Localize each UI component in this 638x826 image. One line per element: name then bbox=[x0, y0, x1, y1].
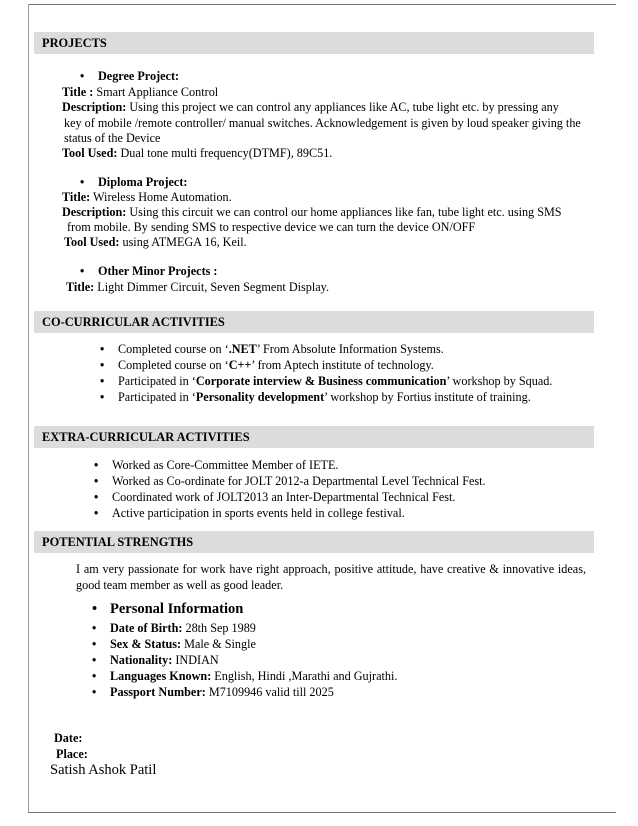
degree-desc-label: Description: bbox=[62, 100, 127, 114]
left-border bbox=[28, 4, 29, 812]
sex-value: Male & Single bbox=[184, 637, 256, 651]
item-text: ’ from Aptech institute of technology. bbox=[251, 358, 434, 372]
personal-passport bbox=[110, 684, 334, 700]
degree-desc-line2: key of mobile /remote controller/ manual switches. Acknowledgement is given by loud speaker giving the bbox=[64, 116, 581, 130]
item-bold: Personality development bbox=[195, 390, 325, 404]
nationality-label: Nationality: bbox=[110, 653, 173, 667]
cocurricular-item bbox=[118, 389, 531, 405]
section-header-extracurricular: EXTRA-CURRICULAR ACTIVITIES bbox=[34, 426, 594, 448]
section-header-cocurricular: CO-CURRICULAR ACTIVITIES bbox=[34, 311, 594, 333]
minor-title-value: Light Dimmer Circuit, Seven Segment Display. bbox=[97, 280, 330, 294]
item-bold: Corporate interview & Business communication bbox=[195, 374, 447, 388]
diploma-title-value: Wireless Home Automation. bbox=[93, 190, 232, 204]
cocurricular-item bbox=[118, 341, 444, 357]
dob-label: Date of Birth: bbox=[110, 621, 183, 635]
item-text: ’ workshop by Fortius institute of training. bbox=[324, 390, 531, 404]
bottom-rule bbox=[28, 812, 616, 813]
diploma-desc-line2: from mobile. By sending SMS to respective device we can turn the device ON/OFF bbox=[67, 220, 476, 234]
item-text: Completed course on ‘ bbox=[118, 358, 229, 372]
degree-desc-line3: status of the Device bbox=[64, 131, 161, 145]
degree-desc-text1: Using this project we can control any appliances like AC, tube light etc. by pressing any bbox=[129, 100, 559, 114]
degree-title bbox=[62, 84, 218, 100]
cocurricular-item bbox=[118, 373, 552, 389]
diploma-desc-label: Description: bbox=[62, 205, 127, 219]
extracurricular-item: • Worked as Core-Committee Member of IETE. bbox=[112, 457, 338, 473]
personal-sex bbox=[110, 636, 256, 652]
degree-project-heading: • Degree Project: bbox=[98, 68, 179, 84]
extracurricular-item: • Coordinated work of JOLT2013 an Inter-Departmental Technical Fest. bbox=[112, 489, 455, 505]
diploma-desc-line1 bbox=[62, 204, 562, 220]
diploma-desc-text1: Using this circuit we can control our home appliances like fan, tube light etc. using SMS bbox=[129, 205, 562, 219]
diploma-title bbox=[62, 189, 232, 205]
strengths-text: I am very passionate for work have right approach, positive attitude, have creative & innovative ideas, good team member as well as good leader. bbox=[76, 562, 586, 592]
diploma-project-heading: • Diploma Project: bbox=[98, 174, 187, 190]
item-text: ’ From Absolute Information Systems. bbox=[256, 342, 444, 356]
personal-dob bbox=[110, 620, 256, 636]
section-header-projects: PROJECTS bbox=[34, 32, 594, 54]
diploma-tool-label: Tool Used: bbox=[64, 235, 120, 249]
personal-nationality bbox=[110, 652, 219, 668]
diploma-tool bbox=[64, 234, 247, 250]
degree-title-label: Title : bbox=[62, 85, 94, 99]
degree-tool-label: Tool Used: bbox=[62, 146, 118, 160]
item-bold: C++ bbox=[228, 358, 252, 372]
passport-value: M7109946 valid till 2025 bbox=[208, 685, 334, 699]
dob-value: 28th Sep 1989 bbox=[185, 621, 256, 635]
date-label: Date: bbox=[54, 731, 83, 745]
minor-projects-heading: • Other Minor Projects : bbox=[98, 263, 217, 279]
languages-value: English, Hindi ,Marathi and Gujrathi. bbox=[214, 669, 398, 683]
sex-label: Sex & Status: bbox=[110, 637, 182, 651]
item-bold: .NET bbox=[228, 342, 257, 356]
diploma-tool-value: using ATMEGA 16, Keil. bbox=[122, 235, 247, 249]
personal-info-heading: • Personal Information bbox=[110, 601, 243, 617]
nationality-value: INDIAN bbox=[175, 653, 219, 667]
extracurricular-item: • Worked as Co-ordinate for JOLT 2012-a Departmental Level Technical Fest. bbox=[112, 473, 486, 489]
passport-label: Passport Number: bbox=[110, 685, 206, 699]
degree-tool-value: Dual tone multi frequency(DTMF), 89C51. bbox=[120, 146, 333, 160]
item-text: Participated in ‘ bbox=[118, 390, 196, 404]
extracurricular-item: • Active participation in sports events held in college festival. bbox=[112, 505, 405, 521]
diploma-title-label: Title: bbox=[62, 190, 91, 204]
item-text: ’ workshop by Squad. bbox=[446, 374, 553, 388]
item-text: Completed course on ‘ bbox=[118, 342, 229, 356]
minor-title bbox=[66, 279, 329, 295]
signature-name: Satish Ashok Patil bbox=[50, 762, 157, 778]
place-label: Place: bbox=[56, 747, 88, 761]
degree-desc-line1 bbox=[62, 99, 559, 115]
minor-title-label: Title: bbox=[66, 280, 95, 294]
degree-title-value: Smart Appliance Control bbox=[96, 85, 219, 99]
degree-tool bbox=[62, 145, 332, 161]
item-text: Participated in ‘ bbox=[118, 374, 196, 388]
personal-languages bbox=[110, 668, 397, 684]
top-rule bbox=[28, 4, 616, 5]
cocurricular-item bbox=[118, 357, 434, 373]
languages-label: Languages Known: bbox=[110, 669, 212, 683]
section-header-strengths: POTENTIAL STRENGTHS bbox=[34, 531, 594, 553]
